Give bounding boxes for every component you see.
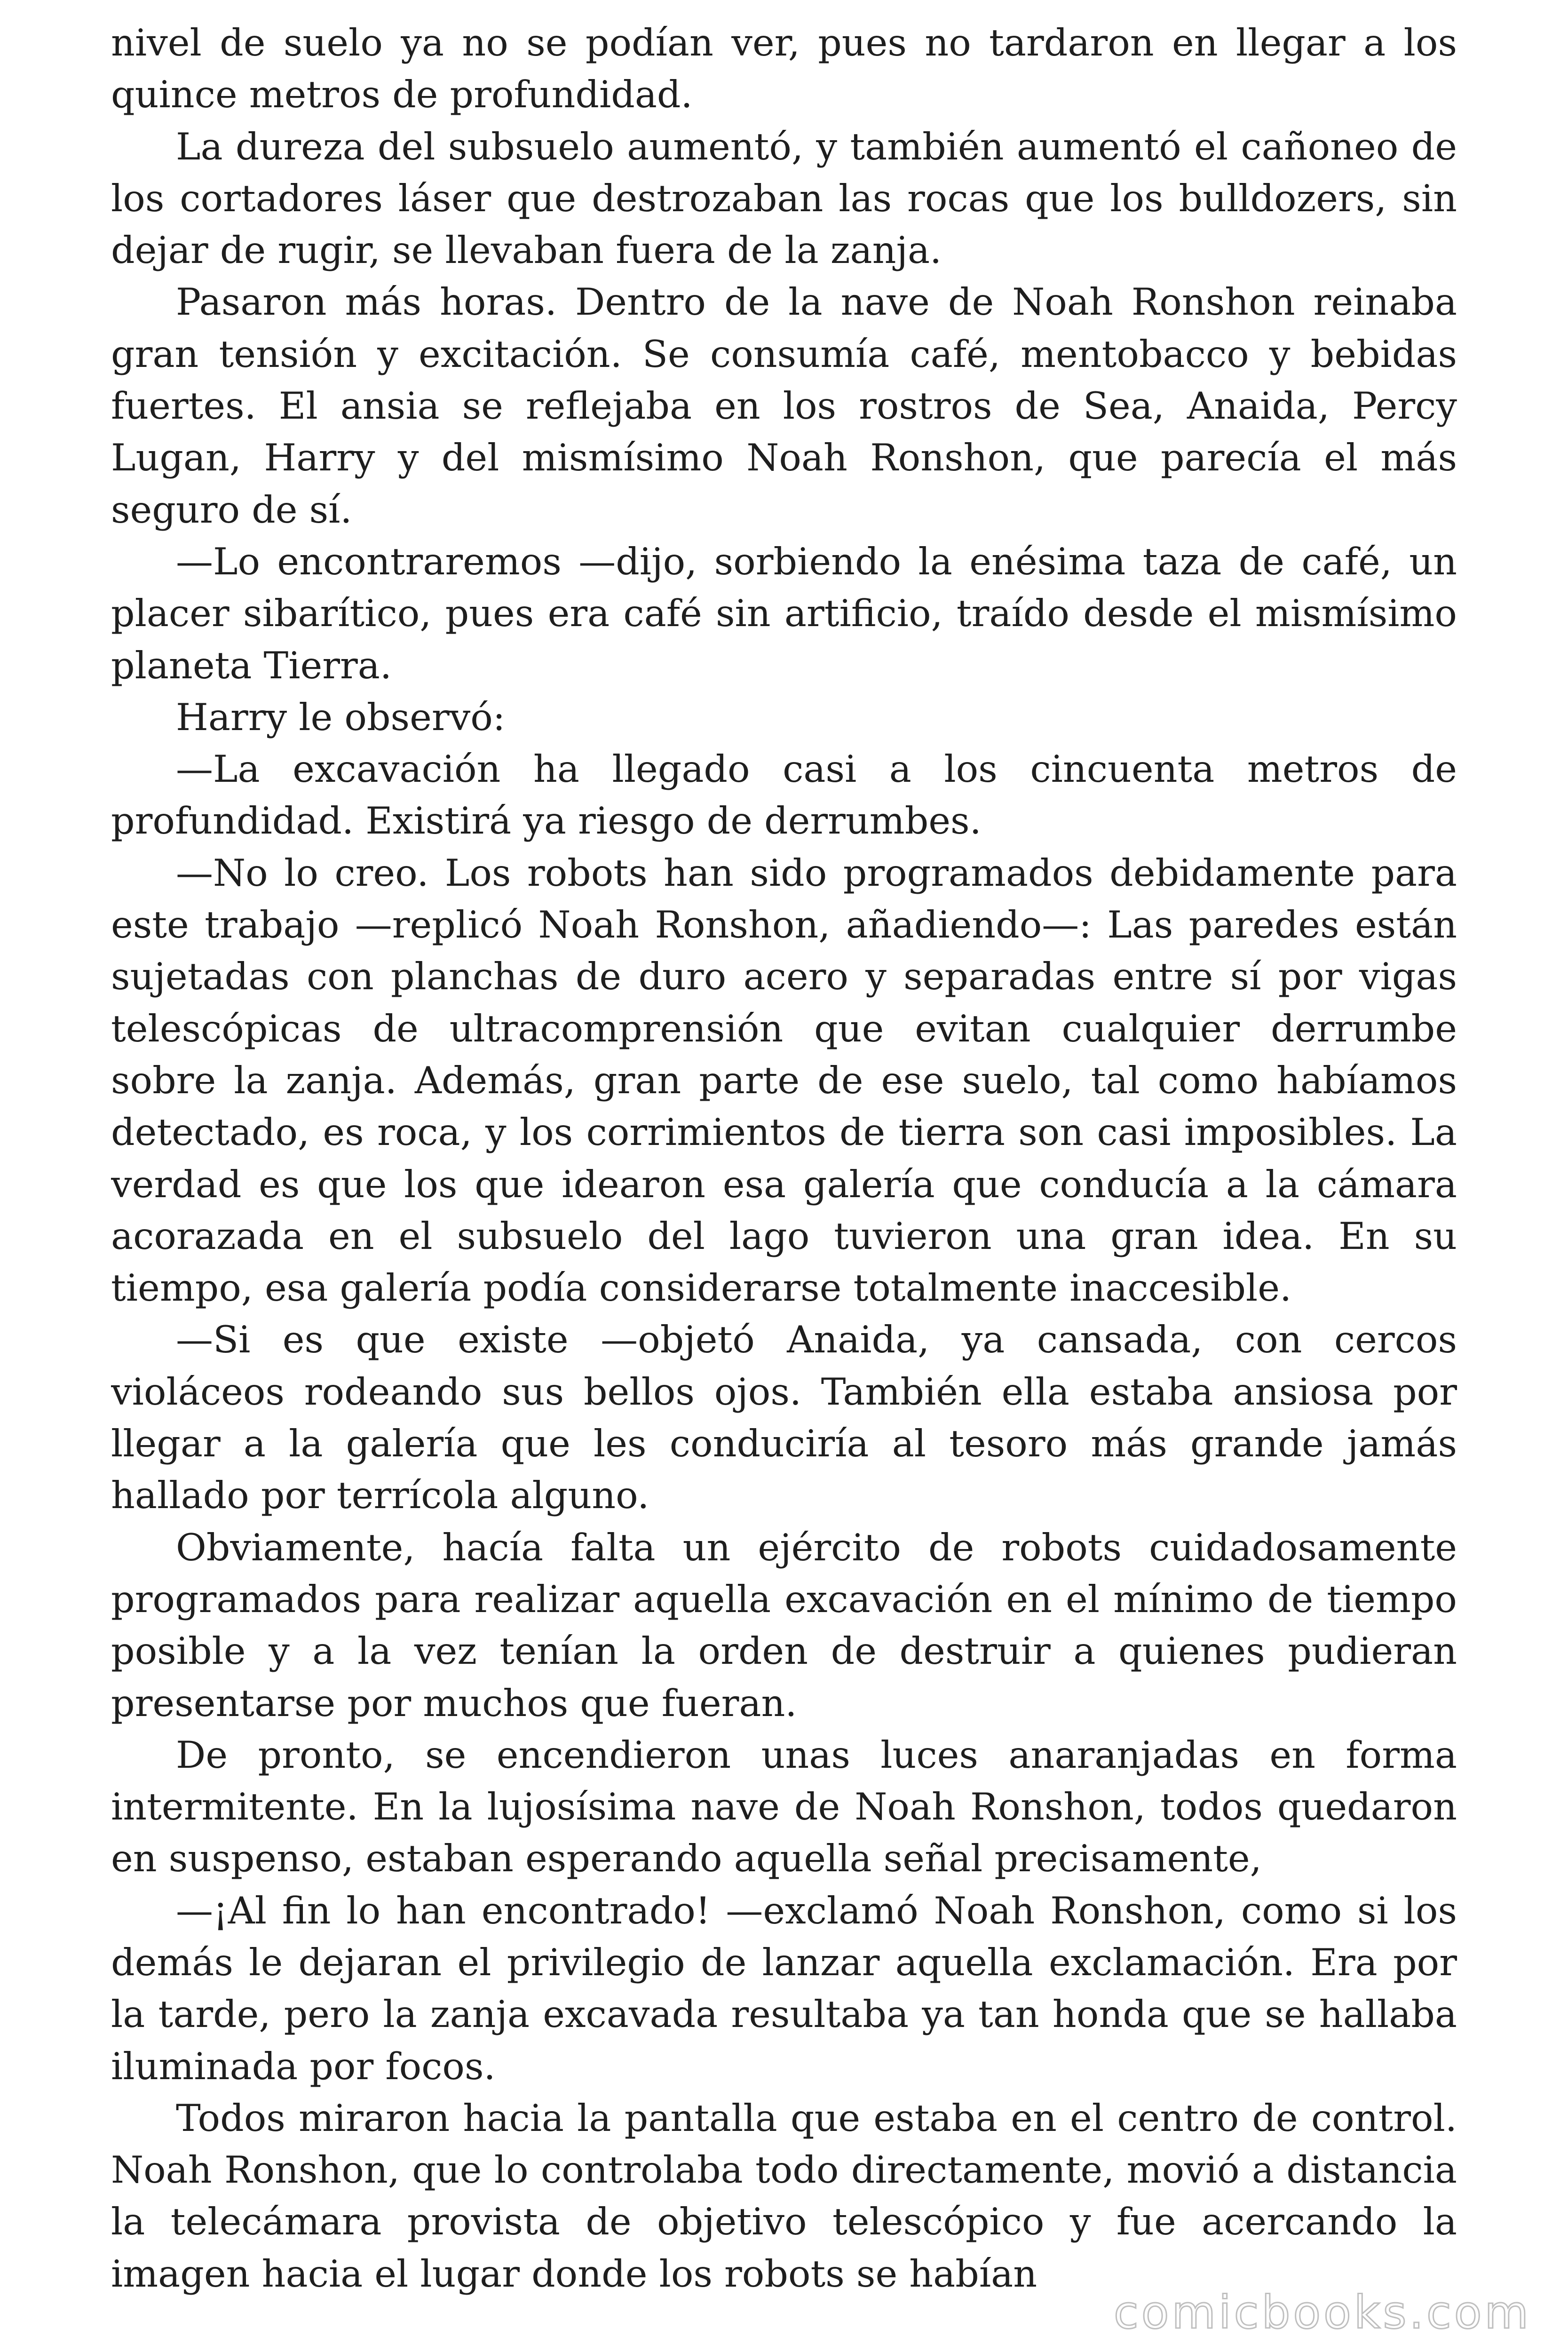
paragraph-10: De pronto, se encendieron unas luces anaranjadas en forma intermitente. En la lujosísima nave de Noah Ronshon, todos quedaron en suspenso, estaban esperando aquella señal precisamente, <box>111 1733 1457 1881</box>
paragraph-5: Harry le observó: <box>176 695 506 739</box>
paragraph-6: —La excavación ha llegado casi a los cincuenta metros de profundidad. Existirá ya riesgo de derrumbes. <box>111 747 1457 843</box>
watermark-logo: comicbooks.com <box>1113 2286 1531 2339</box>
paragraph-3: Pasaron más horas. Dentro de la nave de Noah Ronshon reinaba gran tensión y excitación. Se consumía café, mentobacco y bebidas fuertes. El ansia se reflejaba en los rostros de Sea, Anaida, Percy Lugan, Harry y del mismísimo Noah Ronshon, que parecía el más seguro de sí. <box>111 280 1457 532</box>
paragraph-1: nivel de suelo ya no se podían ver, pues no tardaron en llegar a los quince metros de profundidad. <box>111 21 1457 117</box>
paragraph-9: Obviamente, hacía falta un ejército de robots cuidadosamente programados para realizar aquella excavación en el mínimo de tiempo posible y a la vez tenían la orden de destruir a quienes pudieran presentarse por muchos que fueran. <box>111 1526 1457 1725</box>
paragraph-2: La dureza del subsuelo aumentó, y también aumentó el cañoneo de los cortadores láser que destrozaban las rocas que los bulldozers, sin dejar de rugir, se llevaban fuera de la zanja. <box>111 125 1457 272</box>
paragraph-8: —Si es que existe —objetó Anaida, ya cansada, con cercos violáceos rodeando sus bellos ojos. También ella estaba ansiosa por llegar a la galería que les conduciría al tesoro más grande jamás hallado por terrícola alguno. <box>111 1318 1457 1518</box>
paragraph-4: —Lo encontraremos —dijo, sorbiendo la enésima taza de café, un placer sibarítico, pues era café sin artificio, traído desde el mismísimo planeta Tierra. <box>111 540 1457 687</box>
paragraph-11: —¡Al fin lo han encontrado! —exclamó Noah Ronshon, como si los demás le dejaran el privilegio de lanzar aquella exclamación. Era por la tarde, pero la zanja excavada resultaba ya tan honda que se hallaba iluminada por focos. <box>111 1889 1457 2088</box>
paragraph-12: Todos miraron hacia la pantalla que estaba en el centro de control. Noah Ronshon, que lo controlaba todo directamente, movió a distancia la telecámara provista de objetivo telescópico y fue acercando la imagen hacia el lugar donde los robots se habían <box>111 2096 1457 2296</box>
book-page <box>111 17 1457 2317</box>
paragraph-7: —No lo creo. Los robots han sido programados debidamente para este trabajo —replicó Noah Ronshon, añadiendo—: Las paredes están sujetadas con planchas de duro acero y separadas entre sí por vigas telescópicas de ultracomprensión que evitan cualquier derrumbe sobre la zanja. Además, gran parte de ese suelo, tal como habíamos detectado, es roca, y los corrimientos de tierra son casi imposibles. La verdad es que los que idearon esa galería que conducía a la cámara acorazada en el subsuelo del lago tuvieron una gran idea. En su tiempo, esa galería podía considerarse totalmente inaccesible. <box>111 851 1457 1310</box>
